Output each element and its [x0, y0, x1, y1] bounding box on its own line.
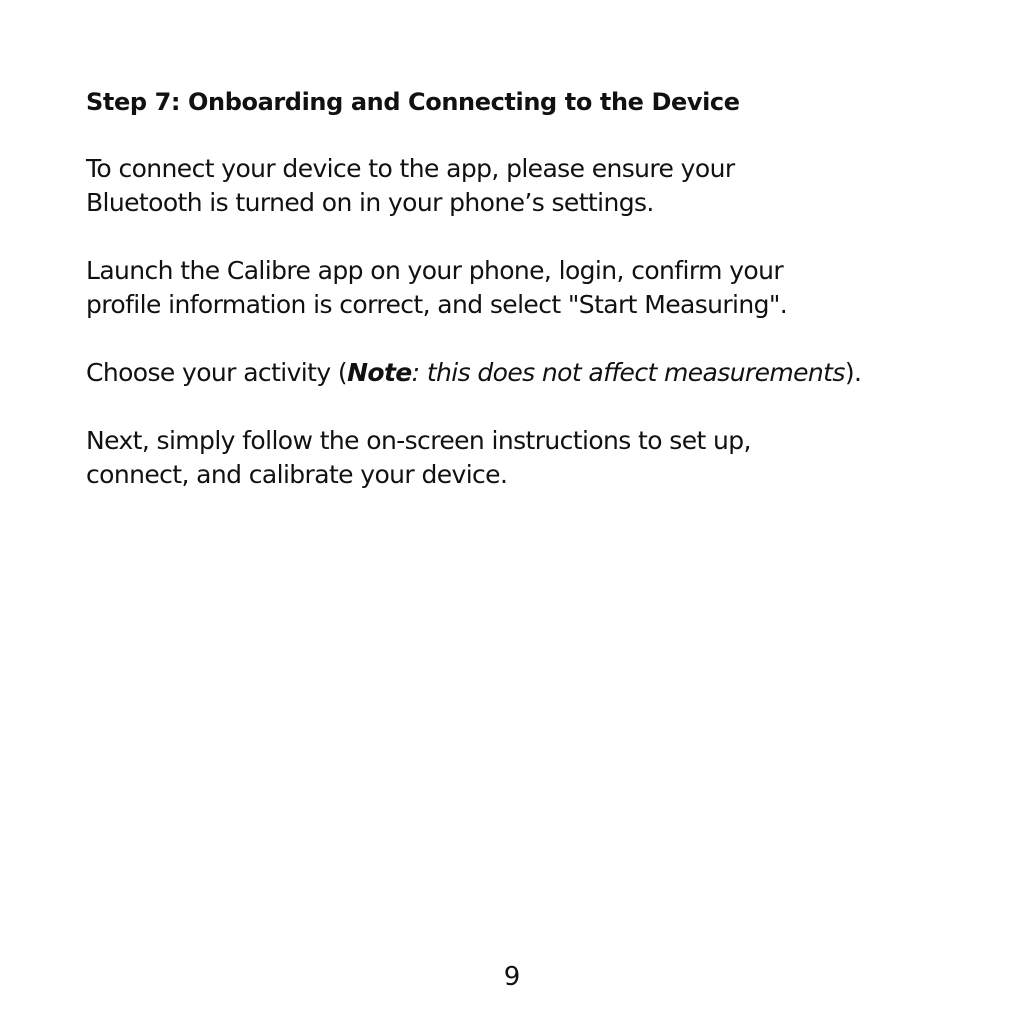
bluetooth-line-1: To connect your device to the app, please ensure your: [86, 154, 735, 183]
note-text: : this does not affect measurements: [411, 358, 845, 387]
step-heading: Step 7: Onboarding and Connecting to the Device: [86, 88, 740, 116]
instructions-line-1: Next, simply follow the on-screen instructions to set up,: [86, 426, 751, 455]
bluetooth-line-2: Bluetooth is turned on in your phone’s settings.: [86, 188, 654, 217]
launch-app-paragraph: [86, 254, 946, 322]
bluetooth-paragraph: [86, 152, 946, 220]
activity-suffix: ).: [844, 358, 862, 387]
activity-prefix: Choose your activity (: [86, 358, 348, 387]
activity-paragraph: [86, 356, 946, 390]
note-label: Note: [347, 358, 412, 387]
launch-line-2: profile information is correct, and select "Start Measuring".: [86, 290, 788, 319]
instructions-line-2: connect, and calibrate your device.: [86, 460, 508, 489]
page-content: [86, 84, 946, 526]
page-number: 9: [503, 962, 521, 992]
instructions-paragraph: [86, 424, 946, 492]
launch-line-1: Launch the Calibre app on your phone, login, confirm your: [86, 256, 784, 285]
